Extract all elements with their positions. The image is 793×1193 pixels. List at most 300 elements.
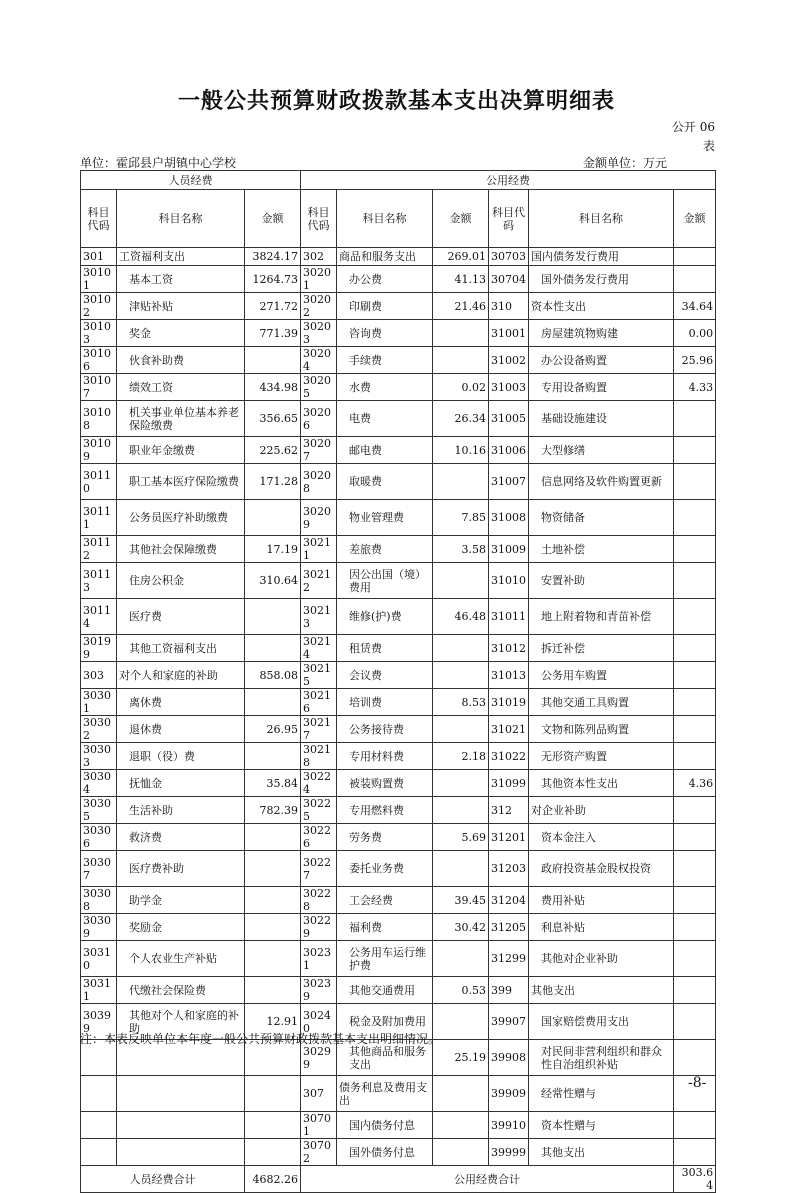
table-row	[81, 536, 716, 563]
cell-name: 国外债务付息	[337, 1139, 433, 1166]
table-row	[81, 662, 716, 689]
cell-amount	[674, 824, 716, 851]
cell-amount: 356.65	[245, 401, 301, 437]
cell-code: 301	[81, 248, 117, 266]
cell-code: 30228	[301, 887, 337, 914]
cell-code: 30704	[489, 266, 529, 293]
cell-code: 30103	[81, 320, 117, 347]
cell-amount	[245, 689, 301, 716]
group-public-header: 公用经费	[301, 171, 716, 190]
cell-code: 30302	[81, 716, 117, 743]
cell-name: 离休费	[117, 689, 245, 716]
table-row	[81, 824, 716, 851]
cell-code: 310	[489, 293, 529, 320]
cell-code: 31001	[489, 320, 529, 347]
table-row	[81, 770, 716, 797]
cell-amount: 3824.17	[245, 248, 301, 266]
cell-name: 职工基本医疗保险缴费	[117, 464, 245, 500]
cell-code: 30224	[301, 770, 337, 797]
cell-amount: 1264.73	[245, 266, 301, 293]
cell-amount	[674, 941, 716, 977]
cell-name: 其他支出	[529, 977, 674, 1004]
cell-amount	[245, 1112, 301, 1139]
table-row	[81, 500, 716, 536]
cell-code: 31013	[489, 662, 529, 689]
cell-name: 退休费	[117, 716, 245, 743]
cell-code: 31204	[489, 887, 529, 914]
cell-name: 退职（役）费	[117, 743, 245, 770]
cell-amount	[674, 1040, 716, 1076]
cell-amount	[245, 824, 301, 851]
cell-name: 其他社会保障缴费	[117, 536, 245, 563]
cell-name: 劳务费	[337, 824, 433, 851]
cell-code: 30231	[301, 941, 337, 977]
cell-name: 物资储备	[529, 500, 674, 536]
form-code: 公开 06	[671, 120, 715, 134]
cell-code: 30306	[81, 824, 117, 851]
cell-name: 住房公积金	[117, 563, 245, 599]
table-row	[81, 1139, 716, 1166]
cell-name: 办公费	[337, 266, 433, 293]
cell-name: 水费	[337, 374, 433, 401]
cell-code: 30225	[301, 797, 337, 824]
cell-name: 咨询费	[337, 320, 433, 347]
cell-amount: 271.72	[245, 293, 301, 320]
cell-amount	[674, 500, 716, 536]
cell-name: 国外债务发行费用	[529, 266, 674, 293]
col-header-amount: 金额	[433, 190, 489, 248]
cell-amount	[674, 464, 716, 500]
cell-name: 国内债务发行费用	[529, 248, 674, 266]
cell-name: 税金及附加费用	[337, 1004, 433, 1040]
cell-code: 30113	[81, 563, 117, 599]
cell-amount	[245, 887, 301, 914]
cell-name: 代缴社会保险费	[117, 977, 245, 1004]
form-code-suffix: 表	[702, 139, 715, 153]
cell-name: 拆迁补偿	[529, 635, 674, 662]
cell-name: 被装购置费	[337, 770, 433, 797]
cell-code	[81, 1112, 117, 1139]
cell-amount	[674, 797, 716, 824]
cell-code: 31022	[489, 743, 529, 770]
cell-code: 39908	[489, 1040, 529, 1076]
unit-label: 单位：霍邱县户胡镇中心学校	[80, 156, 237, 170]
cell-amount: 35.84	[245, 770, 301, 797]
cell-code: 30211	[301, 536, 337, 563]
cell-name: 专用材料费	[337, 743, 433, 770]
cell-amount: 25.96	[674, 347, 716, 374]
cell-name: 物业管理费	[337, 500, 433, 536]
cell-code: 31006	[489, 437, 529, 464]
cell-code: 30107	[81, 374, 117, 401]
column-header-row	[81, 190, 716, 248]
cell-name: 其他对企业补助	[529, 941, 674, 977]
cell-code: 302	[301, 248, 337, 266]
cell-name: 信息网络及软件购置更新	[529, 464, 674, 500]
cell-name	[117, 1076, 245, 1112]
cell-code: 31009	[489, 536, 529, 563]
cell-name	[117, 1112, 245, 1139]
cell-name: 安置补助	[529, 563, 674, 599]
cell-name: 公务接待费	[337, 716, 433, 743]
cell-code: 39907	[489, 1004, 529, 1040]
cell-name: 专用燃料费	[337, 797, 433, 824]
cell-name: 伙食补助费	[117, 347, 245, 374]
cell-code: 31010	[489, 563, 529, 599]
cell-code: 30208	[301, 464, 337, 500]
cell-name: 邮电费	[337, 437, 433, 464]
cell-name: 其他商品和服务支出	[337, 1040, 433, 1076]
cell-name: 经常性赠与	[529, 1076, 674, 1112]
cell-name: 工会经费	[337, 887, 433, 914]
cell-code: 30101	[81, 266, 117, 293]
cell-code: 30304	[81, 770, 117, 797]
cell-code: 30311	[81, 977, 117, 1004]
cell-name: 生活补助	[117, 797, 245, 824]
cell-amount	[433, 464, 489, 500]
table-row	[81, 563, 716, 599]
table-row	[81, 1076, 716, 1112]
cell-name: 地上附着物和青苗补偿	[529, 599, 674, 635]
cell-amount	[245, 851, 301, 887]
cell-code: 30226	[301, 824, 337, 851]
cell-code: 30701	[301, 1112, 337, 1139]
cell-amount: 782.39	[245, 797, 301, 824]
cell-amount	[433, 635, 489, 662]
table-row	[81, 887, 716, 914]
cell-amount	[245, 347, 301, 374]
cell-name: 培训费	[337, 689, 433, 716]
group-header-row	[81, 171, 716, 190]
col-header-name: 科目名称	[529, 190, 674, 248]
cell-code: 30229	[301, 914, 337, 941]
cell-amount	[245, 914, 301, 941]
cell-amount: 269.01	[433, 248, 489, 266]
cell-name: 工资福利支出	[117, 248, 245, 266]
cell-code: 30207	[301, 437, 337, 464]
cell-amount	[433, 347, 489, 374]
cell-name: 其他资本性支出	[529, 770, 674, 797]
col-header-name: 科目名称	[117, 190, 245, 248]
cell-amount	[674, 914, 716, 941]
cell-name: 取暖费	[337, 464, 433, 500]
cell-code: 30310	[81, 941, 117, 977]
cell-amount: 25.19	[433, 1040, 489, 1076]
table-row	[81, 743, 716, 770]
cell-amount: 171.28	[245, 464, 301, 500]
cell-amount: 34.64	[674, 293, 716, 320]
cell-code: 31019	[489, 689, 529, 716]
cell-amount: 26.34	[433, 401, 489, 437]
money-unit-label: 金额单位：万元	[583, 156, 668, 170]
table-row	[81, 266, 716, 293]
cell-name: 基础设施建设	[529, 401, 674, 437]
cell-name: 抚恤金	[117, 770, 245, 797]
cell-code: 31011	[489, 599, 529, 635]
cell-amount: 41.13	[433, 266, 489, 293]
cell-code: 30108	[81, 401, 117, 437]
cell-amount: 858.08	[245, 662, 301, 689]
cell-name: 职业年金缴费	[117, 437, 245, 464]
page-title: 一般公共预算财政拨款基本支出决算明细表	[177, 88, 615, 114]
col-header-amount: 金额	[674, 190, 716, 248]
cell-amount: 30.42	[433, 914, 489, 941]
cell-amount	[433, 1004, 489, 1040]
table-row	[81, 464, 716, 500]
cell-amount	[245, 1076, 301, 1112]
cell-code: 30199	[81, 635, 117, 662]
cell-amount: 4.36	[674, 770, 716, 797]
cell-amount: 771.39	[245, 320, 301, 347]
cell-name: 福利费	[337, 914, 433, 941]
cell-name: 无形资产购置	[529, 743, 674, 770]
cell-name: 维修(护)费	[337, 599, 433, 635]
cell-name: 专用设备购置	[529, 374, 674, 401]
cell-amount	[433, 941, 489, 977]
cell-code: 30239	[301, 977, 337, 1004]
cell-name: 对民间非营利组织和群众性自治组织补贴	[529, 1040, 674, 1076]
cell-code: 31299	[489, 941, 529, 977]
cell-amount	[245, 599, 301, 635]
cell-code: 30307	[81, 851, 117, 887]
cell-name: 奖励金	[117, 914, 245, 941]
table-row	[81, 851, 716, 887]
cell-amount	[674, 743, 716, 770]
cell-code: 30205	[301, 374, 337, 401]
cell-name: 因公出国（境）费用	[337, 563, 433, 599]
col-header-amount: 金额	[245, 190, 301, 248]
total-public-value: 303.64	[674, 1166, 716, 1193]
cell-amount	[245, 635, 301, 662]
cell-amount: 7.85	[433, 500, 489, 536]
cell-code: 30112	[81, 536, 117, 563]
cell-code: 30114	[81, 599, 117, 635]
table-row	[81, 374, 716, 401]
cell-name: 债务利息及费用支出	[337, 1076, 433, 1112]
cell-name: 基本工资	[117, 266, 245, 293]
col-header-name: 科目名称	[337, 190, 433, 248]
table-note: 注：本表反映单位本年度一般公共预算财政拨款基本支出明细情况。	[80, 1032, 441, 1046]
cell-amount: 10.16	[433, 437, 489, 464]
cell-name: 津贴补贴	[117, 293, 245, 320]
cell-amount: 3.58	[433, 536, 489, 563]
cell-name: 商品和服务支出	[337, 248, 433, 266]
cell-name: 个人农业生产补贴	[117, 941, 245, 977]
cell-name: 房屋建筑物购建	[529, 320, 674, 347]
page-number: -8-	[688, 1075, 707, 1091]
cell-amount	[674, 851, 716, 887]
cell-code: 30213	[301, 599, 337, 635]
cell-amount	[433, 1112, 489, 1139]
cell-name: 资本性赠与	[529, 1112, 674, 1139]
cell-amount: 0.53	[433, 977, 489, 1004]
table-row	[81, 914, 716, 941]
cell-amount	[674, 563, 716, 599]
cell-name: 助学金	[117, 887, 245, 914]
cell-name: 印刷费	[337, 293, 433, 320]
group-personnel-header: 人员经费	[81, 171, 301, 190]
cell-code: 31021	[489, 716, 529, 743]
cell-code: 39909	[489, 1076, 529, 1112]
cell-code: 30206	[301, 401, 337, 437]
cell-code: 30240	[301, 1004, 337, 1040]
cell-name: 其他交通费用	[337, 977, 433, 1004]
cell-name: 电费	[337, 401, 433, 437]
cell-name: 救济费	[117, 824, 245, 851]
cell-name: 对企业补助	[529, 797, 674, 824]
cell-amount	[433, 1076, 489, 1112]
cell-code: 31201	[489, 824, 529, 851]
cell-amount	[674, 1004, 716, 1040]
cell-name: 资本性支出	[529, 293, 674, 320]
cell-amount	[433, 563, 489, 599]
cell-code: 39999	[489, 1139, 529, 1166]
cell-code: 30216	[301, 689, 337, 716]
cell-name: 国家赔偿费用支出	[529, 1004, 674, 1040]
total-personnel-value: 4682.26	[245, 1166, 301, 1193]
cell-code: 31008	[489, 500, 529, 536]
cell-amount: 2.18	[433, 743, 489, 770]
cell-amount: 434.98	[245, 374, 301, 401]
cell-code: 30702	[301, 1139, 337, 1166]
table-row	[81, 599, 716, 635]
cell-name: 资本金注入	[529, 824, 674, 851]
cell-code: 30299	[301, 1040, 337, 1076]
cell-name: 会议费	[337, 662, 433, 689]
cell-amount	[433, 851, 489, 887]
cell-name: 差旅费	[337, 536, 433, 563]
cell-name: 绩效工资	[117, 374, 245, 401]
cell-amount	[433, 716, 489, 743]
total-row	[81, 1166, 716, 1193]
cell-code	[81, 1076, 117, 1112]
cell-amount	[674, 716, 716, 743]
cell-amount: 46.48	[433, 599, 489, 635]
cell-code: 31012	[489, 635, 529, 662]
table-row	[81, 977, 716, 1004]
table-row	[81, 320, 716, 347]
cell-code: 30110	[81, 464, 117, 500]
cell-amount	[433, 1139, 489, 1166]
cell-code: 399	[489, 977, 529, 1004]
cell-name: 办公设备购置	[529, 347, 674, 374]
cell-name: 委托业务费	[337, 851, 433, 887]
table-row	[81, 248, 716, 266]
table-row	[81, 941, 716, 977]
cell-code: 31003	[489, 374, 529, 401]
cell-name: 奖金	[117, 320, 245, 347]
cell-code: 30102	[81, 293, 117, 320]
cell-name: 其他支出	[529, 1139, 674, 1166]
cell-amount	[674, 401, 716, 437]
cell-amount: 21.46	[433, 293, 489, 320]
table-row	[81, 689, 716, 716]
table-row	[81, 401, 716, 437]
cell-code: 30202	[301, 293, 337, 320]
cell-name: 利息补贴	[529, 914, 674, 941]
cell-code: 307	[301, 1076, 337, 1112]
cell-name: 医疗费补助	[117, 851, 245, 887]
cell-code: 30305	[81, 797, 117, 824]
cell-amount: 0.02	[433, 374, 489, 401]
cell-code: 31203	[489, 851, 529, 887]
cell-name: 公务用车运行维护费	[337, 941, 433, 977]
cell-amount	[674, 662, 716, 689]
cell-code: 312	[489, 797, 529, 824]
cell-amount	[674, 689, 716, 716]
cell-code: 31205	[489, 914, 529, 941]
cell-code: 30399	[81, 1004, 117, 1040]
col-header-code: 科目代码	[489, 190, 529, 248]
cell-name: 公务用车购置	[529, 662, 674, 689]
cell-name: 租赁费	[337, 635, 433, 662]
cell-name	[117, 1139, 245, 1166]
cell-name: 其他工资福利支出	[117, 635, 245, 662]
table-row	[81, 1112, 716, 1139]
cell-name: 政府投资基金股权投资	[529, 851, 674, 887]
cell-amount	[674, 1139, 716, 1166]
cell-amount: 225.62	[245, 437, 301, 464]
cell-code: 31099	[489, 770, 529, 797]
cell-amount	[674, 887, 716, 914]
cell-code: 303	[81, 662, 117, 689]
cell-amount: 0.00	[674, 320, 716, 347]
cell-amount: 4.33	[674, 374, 716, 401]
cell-code: 31005	[489, 401, 529, 437]
cell-code: 30106	[81, 347, 117, 374]
cell-amount: 26.95	[245, 716, 301, 743]
cell-amount	[674, 266, 716, 293]
cell-amount	[245, 1139, 301, 1166]
cell-amount	[674, 977, 716, 1004]
cell-code: 30227	[301, 851, 337, 887]
cell-amount	[433, 770, 489, 797]
cell-code: 31007	[489, 464, 529, 500]
cell-amount	[674, 599, 716, 635]
cell-amount	[674, 536, 716, 563]
cell-amount	[674, 248, 716, 266]
cell-code: 30201	[301, 266, 337, 293]
cell-code	[81, 1139, 117, 1166]
cell-name: 对个人和家庭的补助	[117, 662, 245, 689]
cell-amount	[674, 1112, 716, 1139]
cell-code: 30203	[301, 320, 337, 347]
cell-name: 费用补贴	[529, 887, 674, 914]
cell-amount	[433, 320, 489, 347]
table-row	[81, 293, 716, 320]
cell-code: 30204	[301, 347, 337, 374]
cell-code: 30308	[81, 887, 117, 914]
cell-amount	[433, 797, 489, 824]
cell-code: 30111	[81, 500, 117, 536]
cell-code: 30303	[81, 743, 117, 770]
table-row	[81, 437, 716, 464]
cell-amount	[245, 743, 301, 770]
cell-name: 其他对个人和家庭的补助	[117, 1004, 245, 1040]
cell-name: 国内债务付息	[337, 1112, 433, 1139]
cell-amount	[245, 500, 301, 536]
cell-amount: 310.64	[245, 563, 301, 599]
cell-name: 土地补偿	[529, 536, 674, 563]
cell-name: 公务员医疗补助缴费	[117, 500, 245, 536]
cell-code: 30309	[81, 914, 117, 941]
cell-amount	[245, 977, 301, 1004]
cell-code: 30109	[81, 437, 117, 464]
cell-code: 30218	[301, 743, 337, 770]
cell-code: 30217	[301, 716, 337, 743]
cell-code: 39910	[489, 1112, 529, 1139]
total-public-label: 公用经费合计	[301, 1166, 674, 1193]
